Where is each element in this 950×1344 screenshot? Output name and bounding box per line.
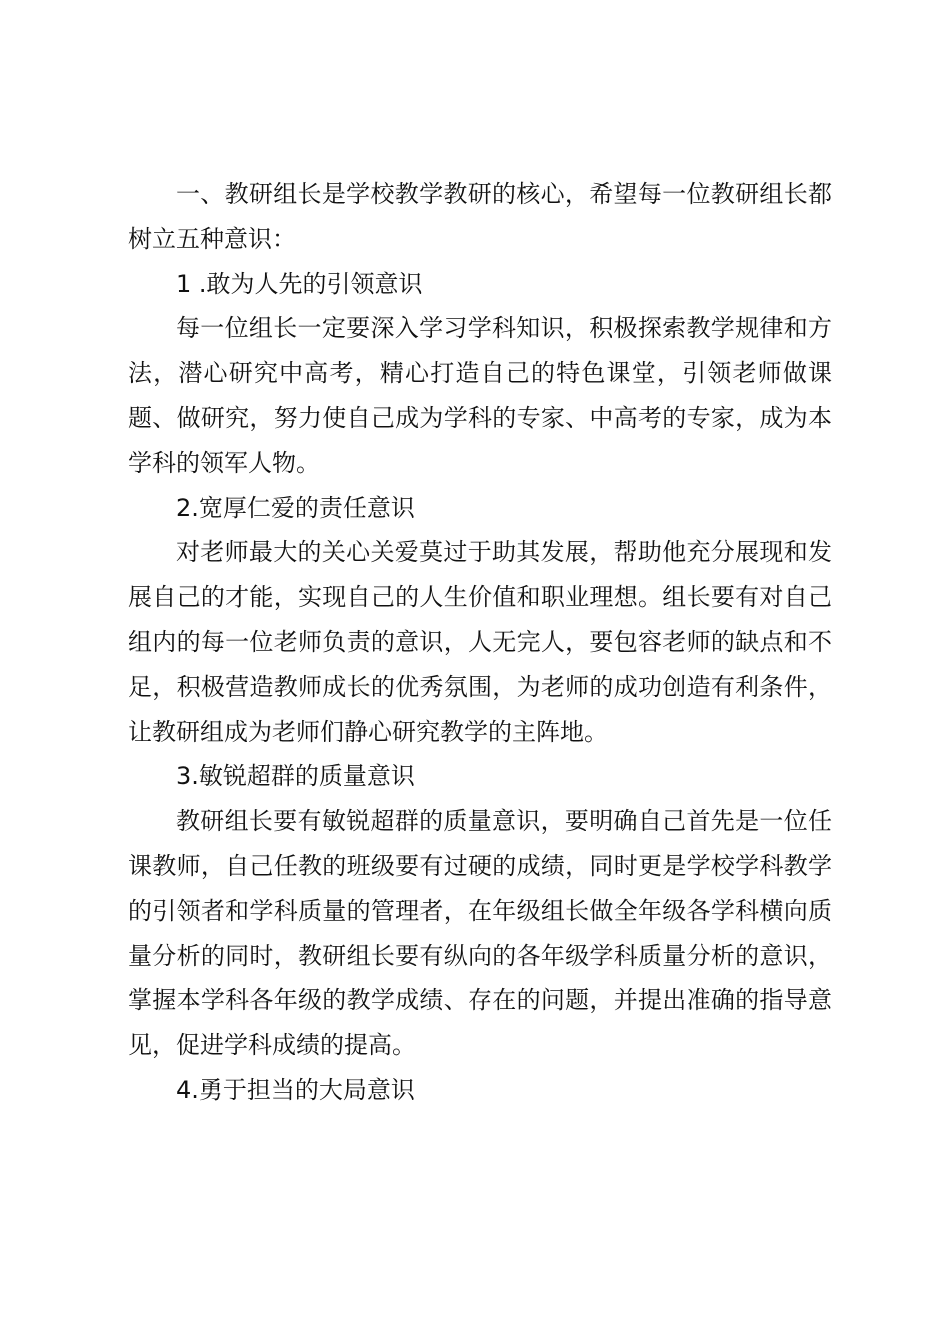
- document-body: [128, 172, 832, 1113]
- section-body-2: 对老师最大的关心关爱莫过于助其发展，帮助他充分展现和发展自己的才能，实现自己的人生价值和职业理想。组长要有对自己组内的每一位老师负责的意识，人无完人，要包容老师的缺点和不足，积极营造教师成长的优秀氛围，为老师的成功创造有利条件，让教研组成为老师们静心研究教学的主阵地。: [128, 538, 832, 746]
- section-body-1: 每一位组长一定要深入学习学科知识，积极探索教学规律和方法，潜心研究中高考，精心打造自己的特色课堂，引领老师做课题、做研究，努力使自己成为学科的专家、中高考的专家，成为本学科的领军人物。: [128, 314, 832, 477]
- section-heading-1: 1 .敢为人先的引领意识: [176, 269, 423, 298]
- intro-paragraph: 一、教研组长是学校教学教研的核心，希望每一位教研组长都树立五种意识：: [128, 180, 832, 253]
- section-body-3: 教研组长要有敏锐超群的质量意识，要明确自己首先是一位任课教师，自己任教的班级要有过硬的成绩，同时更是学校学科教学的引领者和学科质量的管理者，在年级组长做全年级各学科横向质量分析的同时，教研组长要有纵向的各年级学科质量分析的意识，掌握本学科各年级的教学成绩、存在的问题，并提出准确的指导意见，促进学科成绩的提高。: [128, 807, 832, 1060]
- section-heading-2: 2.宽厚仁爱的责任意识: [176, 493, 415, 522]
- section-heading-4: 4.勇于担当的大局意识: [176, 1075, 415, 1104]
- section-heading-3: 3.敏锐超群的质量意识: [176, 762, 415, 791]
